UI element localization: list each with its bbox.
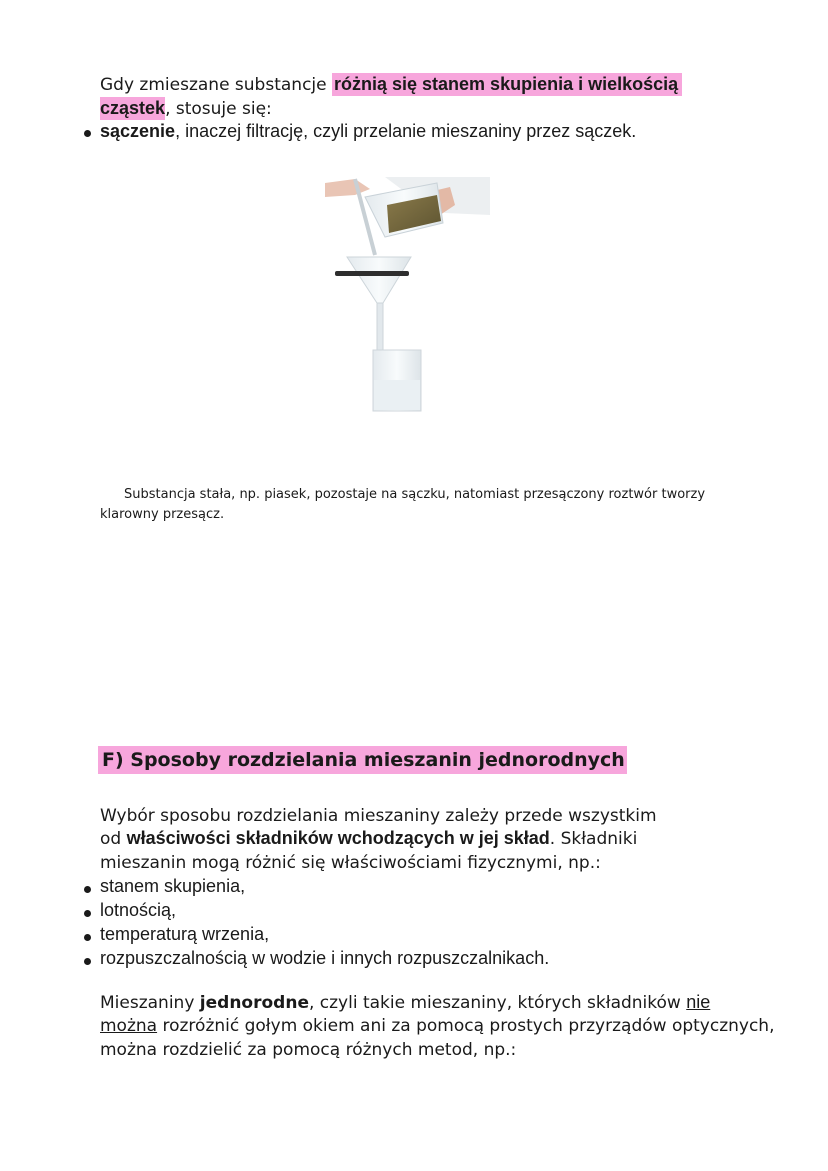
funnel — [347, 257, 411, 303]
funnel-ring — [335, 271, 409, 276]
para2-mid: , czyli takie mieszaniny, których składników — [308, 993, 687, 1013]
intro-suffix: , stosuje się: — [165, 99, 272, 119]
para2-underline-nie: nie — [686, 992, 711, 1012]
filtration-term: sączenie — [100, 121, 176, 141]
figure-caption-line-2: klarowny przesącz. — [100, 507, 225, 522]
section-heading: F) Sposoby rozdzielania mieszanin jednorodnych — [98, 746, 627, 774]
para2-line-2 — [100, 1016, 775, 1036]
intro-highlight-2: cząstek — [100, 98, 166, 118]
intro-line-2 — [100, 98, 272, 119]
para2-line-1 — [100, 992, 710, 1013]
bullet-icon — [84, 958, 91, 965]
para2-rest: rozróżnić gołym okiem ani za pomocą prostych przyrządów optycznych, — [157, 1016, 775, 1036]
bullet-icon — [84, 886, 91, 893]
para2-line-3: można rozdzielić za pomocą różnych metod, np.: — [100, 1040, 517, 1060]
intro-line-1 — [100, 74, 682, 95]
figure-caption-line-1: Substancja stała, np. piasek, pozostaje na sączku, natomiast przesączony roztwór tworzy — [124, 487, 706, 502]
para1-bold: właściwości składników wchodzących w jej skład — [126, 828, 550, 848]
para2-underline-mozna: można — [100, 1016, 158, 1036]
para2-prefix: Mieszaniny — [100, 993, 200, 1013]
filtration-desc: , inaczej filtrację, czyli przelanie mieszaniny przez sączek. — [175, 121, 637, 141]
para1-line-2 — [100, 828, 637, 849]
para1-line-1: Wybór sposobu rozdzielania mieszaniny zależy przede wszystkim — [100, 806, 657, 826]
intro-prefix: Gdy zmieszane substancje — [100, 75, 332, 95]
list-item: temperaturą wrzenia, — [100, 924, 270, 944]
list-item: rozpuszczalnością w wodzie i innych rozpuszczalnikach. — [100, 948, 550, 968]
filtration-illustration — [325, 175, 490, 415]
para1-line-3: mieszanin mogą różnić się właściwościami fizycznymi, np.: — [100, 853, 601, 873]
filtrate — [374, 380, 420, 410]
filtration-bullet — [100, 121, 636, 142]
list-item: lotnością, — [100, 900, 177, 920]
bullet-icon — [84, 910, 91, 917]
bullet-icon — [84, 934, 91, 941]
list-item: stanem skupienia, — [100, 876, 246, 896]
bullet-icon — [84, 130, 91, 137]
para1-prefix: od — [100, 829, 127, 849]
hand-left — [325, 179, 370, 197]
para2-bold: jednorodne — [199, 993, 309, 1013]
intro-highlight-1: różnią się stanem skupienia i wielkością — [332, 73, 682, 96]
para1-suffix: . Składniki — [549, 829, 638, 849]
